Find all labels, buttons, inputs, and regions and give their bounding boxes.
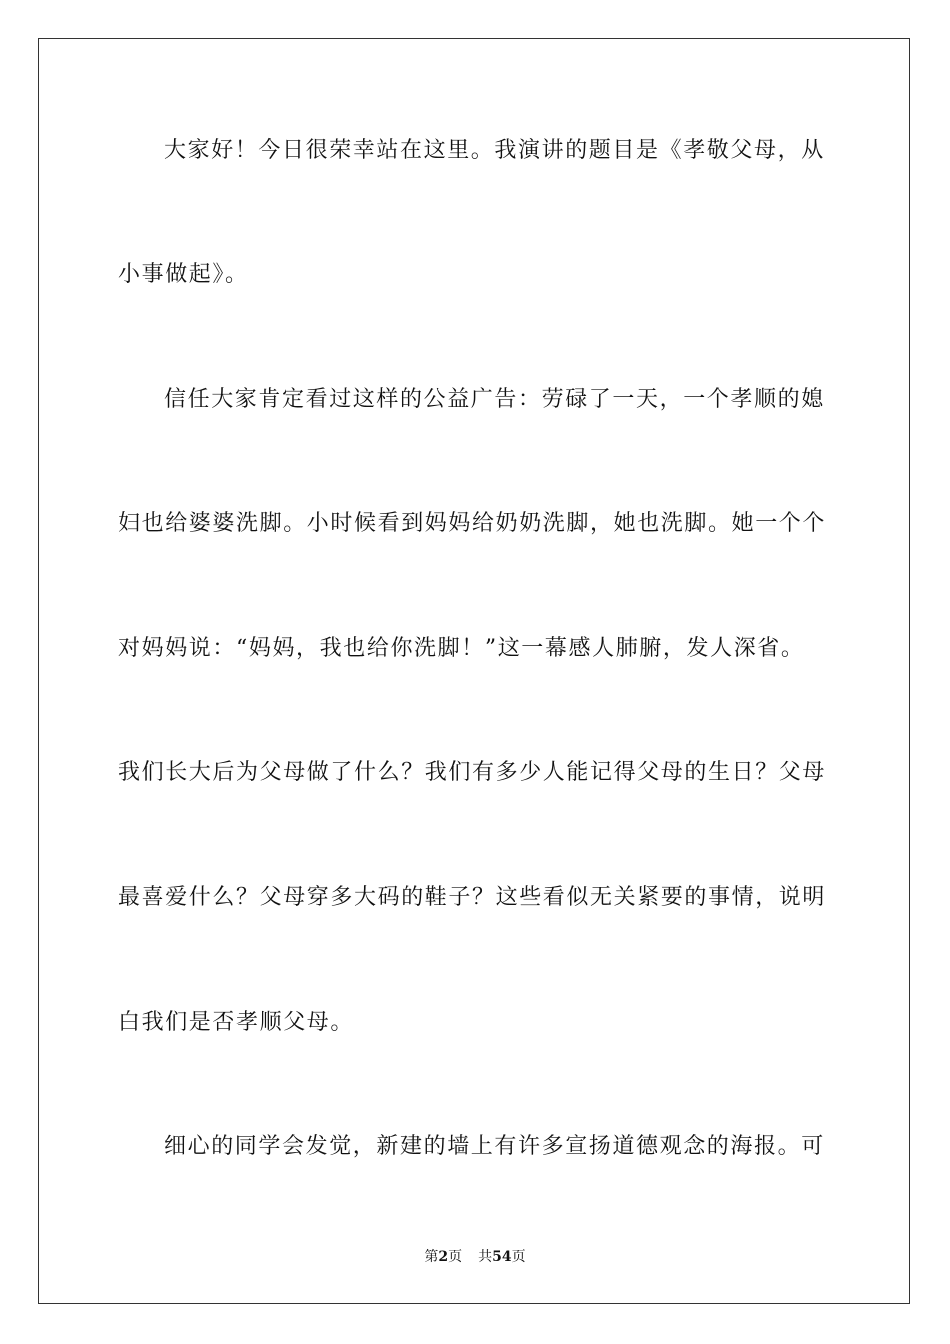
page-number: 2 bbox=[438, 1249, 449, 1265]
paragraph-line: 我们长大后为父母做了什么？我们有多少人能记得父母的生日？父母 bbox=[118, 760, 827, 785]
paragraph-line: 妇也给婆婆洗脚。小时候看到妈妈给奶奶洗脚，她也洗脚。她一个个 bbox=[118, 511, 827, 536]
paragraph-line: 信任大家肯定看过这样的公益广告：劳碌了一天，一个孝顺的媳 bbox=[164, 387, 825, 412]
page-border bbox=[38, 38, 910, 1304]
paragraph-line: 细心的同学会发觉，新建的墙上有许多宣扬道德观念的海报。可 bbox=[164, 1134, 825, 1159]
page-prefix: 第 bbox=[424, 1249, 439, 1265]
paragraph-line: 大家好！今日很荣幸站在这里。我演讲的题目是《孝敬父母，从 bbox=[164, 138, 825, 163]
page-footer bbox=[0, 1248, 950, 1266]
paragraph-line: 白我们是否孝顺父母。 bbox=[118, 1010, 355, 1035]
paragraph-line: 最喜爱什么？父母穿多大码的鞋子？这些看似无关紧要的事情，说明 bbox=[118, 885, 827, 910]
total-pages: 54 bbox=[492, 1249, 512, 1265]
total-prefix: 共 bbox=[478, 1249, 493, 1265]
page-suffix: 页 bbox=[448, 1249, 463, 1265]
total-suffix: 页 bbox=[511, 1249, 526, 1265]
paragraph-line: 对妈妈说：“妈妈，我也给你洗脚！”这一幕感人肺腑，发人深省。 bbox=[118, 636, 805, 661]
paragraph-line: 小事做起》。 bbox=[118, 262, 249, 287]
